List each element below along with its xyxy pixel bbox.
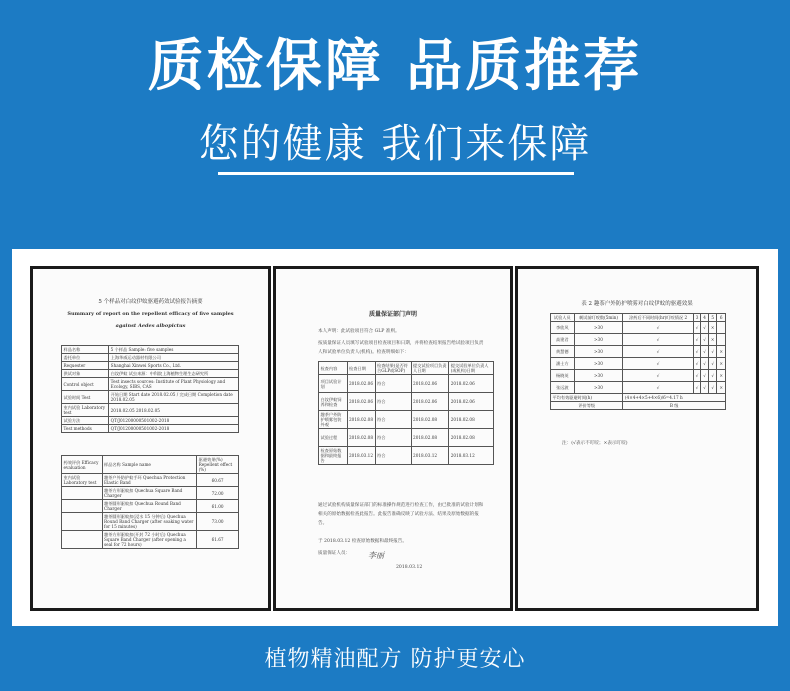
report-document-3 [515, 266, 759, 611]
doc1-title-en2: against Aedes albopictus [115, 323, 186, 329]
doc1-result-row-cell: 73.00 [197, 513, 239, 531]
doc1-results-header [62, 456, 239, 474]
doc2-check-row-cell: 符合 [375, 411, 411, 429]
doc3-result-row-cell: × [708, 322, 717, 334]
report-page-2 [276, 269, 510, 608]
doc3-result-row-cell: √ [708, 382, 717, 394]
doc2-header-row-cell: 检查内容 [319, 362, 348, 375]
doc1-result-row-cell: 72.00 [197, 487, 239, 500]
doc3-result-row-cell: 高建君 [551, 334, 575, 346]
doc1-info-row [62, 362, 239, 370]
report-page-3 [518, 269, 756, 608]
doc2-check-row-cell: 2018.03.12 [411, 447, 449, 465]
doc1-info-table [61, 345, 239, 433]
doc1-result-row-cell [62, 513, 103, 531]
doc1-result-row [62, 487, 239, 500]
doc1-title-en1: Summary of report on the repellent efficacy of five samples [67, 311, 234, 317]
doc3-result-row-cell: 黄慧德 [551, 346, 575, 358]
doc2-check-row-cell: 2018.02.06 [411, 393, 449, 411]
doc2-check-row-cell: 2018.02.06 [411, 375, 449, 393]
doc2-closing-2: 于 2018.03.12 检查原始数据和最终报告。 [318, 539, 407, 544]
doc3-result-row-cell: 李欣风 [551, 322, 575, 334]
doc2-check-row-cell: 符合 [375, 447, 411, 465]
doc2-check-row-cell: 符合 [375, 429, 411, 447]
doc2-check-row-cell: 2018.02.08 [347, 429, 375, 447]
doc3-result-row-cell: √ [693, 382, 701, 394]
doc3-header-row-cell: 3 [693, 314, 701, 322]
doc2-signature: 李丽 [368, 551, 384, 560]
doc1-result-row [62, 474, 239, 487]
doc3-grade-row-cell: B 级 [623, 402, 726, 410]
doc2-header-row-cell: 提交试验单位负责人(或机构)日期 [449, 362, 494, 375]
doc2-sign-date: 2018.03.12 [396, 565, 423, 570]
doc2-check-row-cell: 符合 [375, 375, 411, 393]
doc3-result-row-cell: × [717, 370, 726, 382]
doc3-header-row-cell: 刺试前叮咬数(5min) [574, 314, 623, 322]
doc2-check-row-cell: 2018.02.08 [449, 411, 494, 429]
doc2-check-row-cell: 2018.02.06 [449, 375, 494, 393]
doc3-result-row-cell [717, 322, 726, 334]
doc3-results-table [550, 313, 726, 410]
doc1-info-row-cell: 上海华威运动器材有限公司 [109, 354, 239, 362]
doc3-result-row-cell: √ [693, 346, 701, 358]
doc3-result-row [551, 370, 726, 382]
doc3-result-row-cell: √ [701, 346, 709, 358]
doc3-result-row-cell: √ [701, 322, 709, 334]
doc2-header-row-cell: 检查结果(是否符合GLP或SOP) [375, 362, 411, 375]
doc1-info-row-cell: 供试对象 [62, 370, 109, 378]
doc1-results-header-cell: 药效评价 Efficacy evaluation [62, 456, 103, 474]
doc3-header-row-cell: 5 [708, 314, 717, 322]
doc2-check-row-cell: 2018.02.08 [411, 429, 449, 447]
doc1-result-row-cell [62, 500, 103, 513]
doc2-check-row [319, 411, 494, 429]
doc3-result-row [551, 334, 726, 346]
doc3-grade-row-cell: 评价等级 [551, 402, 623, 410]
doc2-check-row-cell: 2018.02.06 [347, 375, 375, 393]
doc3-result-row-cell: √ [693, 334, 701, 346]
doc3-result-row-cell: √ [693, 358, 701, 370]
doc2-intro-1: 本人声明：此试验项目符合 GLP 准则。 [318, 329, 400, 334]
doc3-header-row-cell: 6 [717, 314, 726, 322]
doc1-info-row-cell: 样品名称 [62, 346, 109, 354]
doc3-result-row [551, 346, 726, 358]
subheadline: 您的健康 我们来保障 [198, 121, 592, 167]
doc3-note: 注：(√表示不叮咬；×表示叮咬) [562, 441, 628, 446]
doc1-info-row-cell: 2018.02.05 2018.02.05 [109, 404, 239, 417]
doc3-result-row [551, 382, 726, 394]
doc3-result-row-cell: √ [693, 322, 701, 334]
doc1-info-row-cell: Shanghai Xinwei Sports Co., Ltd. [109, 362, 239, 370]
doc3-average-row-cell: 平均有效驱避时间(h) [551, 394, 623, 402]
doc2-check-row-cell: 2018.02.08 [347, 411, 375, 429]
doc2-check-row-cell: 检查原始数据和最终报告 [319, 447, 348, 465]
doc2-sign-label: 质量保证人员： [318, 551, 351, 556]
doc3-result-row-cell: √ [708, 358, 717, 370]
doc2-header-row-cell: 提交试验项目负责人日期 [411, 362, 449, 375]
doc1-result-row-cell: 趣茶户外防护蚊手环 Quechua Protection Elastic Band [102, 474, 197, 487]
doc1-result-row-cell [62, 487, 103, 500]
doc1-info-row [62, 354, 239, 362]
doc2-check-row-cell: 2018.02.08 [449, 429, 494, 447]
doc3-result-row-cell: √ [708, 346, 717, 358]
doc3-result-row-cell [717, 334, 726, 346]
doc3-result-row-cell: √ [623, 370, 693, 382]
doc3-result-row [551, 322, 726, 334]
doc1-result-row-cell: 61.00 [197, 500, 239, 513]
doc1-result-row-cell: 室内试验 Laboratory test [62, 474, 103, 487]
doc3-header-row-cell: 4 [701, 314, 709, 322]
doc1-info-row [62, 391, 239, 404]
doc3-result-row-cell: 杨晓英 [551, 370, 575, 382]
doc3-result-row-cell: √ [701, 358, 709, 370]
doc1-info-row-cell: QT/J01200000501002-2018 [109, 425, 239, 433]
doc1-result-row-cell: 60.67 [197, 474, 239, 487]
doc1-info-row-cell: 室内试验 Laboratory test [62, 404, 109, 417]
report-document-2 [273, 266, 513, 611]
doc3-title: 表 2 趣茶户外防护喷雾对白纹伊蚊的驱避效果 [581, 301, 693, 307]
doc2-intro-2: 按质量保证人员填写试验项目检查项目和日期，并将检查结果报告给试验项目负责人和试验单位负责人(机构)。检查明细如下： [318, 341, 484, 355]
doc1-info-row-cell: 委托单位 [62, 354, 109, 362]
doc3-header-row-cell: 试验人员 [551, 314, 575, 322]
doc1-result-row-cell: 趣茶方形驱蚊扣 Quechua Square Band Charger [102, 487, 197, 500]
doc3-result-row-cell: >30 [574, 322, 623, 334]
doc1-result-row [62, 500, 239, 513]
report-document-1 [30, 266, 271, 611]
doc1-result-row-cell: 61.67 [197, 531, 239, 549]
doc2-check-table [318, 361, 494, 465]
doc3-result-row-cell: √ [623, 346, 693, 358]
doc1-info-row-cell: 白纹伊蚊 试虫来源：中科院上海植物生理生态研究所 [109, 370, 239, 378]
doc3-result-row-cell: >30 [574, 382, 623, 394]
doc3-result-row-cell: × [717, 382, 726, 394]
doc2-check-row [319, 429, 494, 447]
doc2-header-row [319, 362, 494, 375]
doc3-result-row-cell: 潘士方 [551, 358, 575, 370]
doc1-info-row-cell: 5 个样品 Sample: five samples [109, 346, 239, 354]
doc1-info-row [62, 404, 239, 417]
doc1-info-row-cell: Test insects sources: Institute of Plant Physiology and Ecology, SIBS, CAS [109, 378, 239, 391]
doc1-info-row-cell: 试验时间 Test [62, 391, 109, 404]
doc2-check-row-cell: 白纹伊蚊饲养和检查 [319, 393, 348, 411]
doc3-header-row-cell: 涂药后不同时间(hr)叮咬情况 2 [623, 314, 693, 322]
doc1-info-row [62, 378, 239, 391]
doc1-info-row [62, 425, 239, 433]
doc2-check-row-cell: 2018.02.06 [449, 393, 494, 411]
doc2-check-row-cell: 趣茶户外防护喷雾包装外观 [319, 411, 348, 429]
doc3-average-row [551, 394, 726, 402]
doc3-header-row [551, 314, 726, 322]
doc2-check-row [319, 447, 494, 465]
doc2-check-row-cell: 符合 [375, 393, 411, 411]
doc1-result-row-cell: 趣茶圆形驱蚊扣(浸水 15 分钟后) Quechua Round Band Charger (after soaking water for 15 minutes) [102, 513, 197, 531]
doc1-info-row [62, 346, 239, 354]
doc3-grade-row [551, 402, 726, 410]
doc2-closing-1: 通过试验机构质量保证部门的标准操作规范进行检查工作，由已批准的试验计划和相关的原始数据检查此报告。此报告准确反映了试验方法、结果及原始数据的报告。 [318, 503, 484, 526]
doc1-title-cn: 5 个样品对白纹伊蚊驱避药效试验报告摘要 [98, 299, 203, 305]
doc3-result-row-cell: √ [708, 370, 717, 382]
doc3-result-row-cell: √ [623, 382, 693, 394]
doc3-result-row-cell: √ [623, 358, 693, 370]
doc1-info-row-cell: Test methods [62, 425, 109, 433]
doc1-info-row-cell: 试验方法 [62, 417, 109, 425]
doc3-result-row-cell: >30 [574, 334, 623, 346]
doc2-header-row-cell: 检查日期 [347, 362, 375, 375]
report-page-1 [33, 269, 268, 608]
doc2-check-row-cell: 试验过程 [319, 429, 348, 447]
doc3-result-row-cell: >30 [574, 358, 623, 370]
doc1-result-row-cell [62, 531, 103, 549]
doc2-check-row-cell: 2018.02.06 [347, 393, 375, 411]
headline: 质检保障 品质推荐 [147, 34, 643, 99]
doc1-info-row [62, 370, 239, 378]
doc1-results-table [61, 455, 239, 549]
doc3-result-row-cell: √ [701, 370, 709, 382]
doc2-check-row [319, 393, 494, 411]
doc3-result-row-cell: × [717, 358, 726, 370]
doc3-average-row-cell: (4×4+4×5+4×6)/6=4.17 h [623, 394, 726, 402]
doc1-info-row-cell: Control object [62, 378, 109, 391]
doc1-results-header-cell: 驱避效果(%) Repellent effect (%) [197, 456, 239, 474]
footer-tagline: 植物精油配方 防护更安心 [264, 647, 526, 672]
doc2-check-row [319, 375, 494, 393]
doc1-info-row-cell: QT/J01200000501002-2018 [109, 417, 239, 425]
doc2-title: 质量保证部门声明 [368, 311, 417, 318]
doc3-result-row-cell: √ [701, 334, 709, 346]
doc1-info-row [62, 417, 239, 425]
doc1-info-row-cell: 开始日期 Start date 2018.02.05 / 完成日期 Completion date 2018.02.05 [109, 391, 239, 404]
doc3-result-row-cell: 张远波 [551, 382, 575, 394]
doc3-result-row-cell: √ [701, 382, 709, 394]
doc3-result-row-cell: >30 [574, 370, 623, 382]
doc3-result-row-cell: >30 [574, 346, 623, 358]
doc3-result-row-cell: × [717, 346, 726, 358]
doc2-check-row-cell: 项目试验计划 [319, 375, 348, 393]
subheadline-underline [218, 172, 574, 175]
doc3-result-row-cell: × [708, 334, 717, 346]
doc1-result-row-cell: 趣茶方形驱蚊扣(开封 72 小时后) Quechua Square Band Charger (after opening a seal for 72 hours) [102, 531, 197, 549]
doc1-result-row [62, 513, 239, 531]
doc1-result-row [62, 531, 239, 549]
doc2-check-row-cell: 2018.02.08 [411, 411, 449, 429]
doc1-result-row-cell: 趣茶圆形驱蚊扣 Quechua Round Band Charger [102, 500, 197, 513]
doc2-check-row-cell: 2018.03.12 [347, 447, 375, 465]
doc1-results-header-cell: 样品名称 Sample name [102, 456, 197, 474]
doc3-result-row-cell: √ [693, 370, 701, 382]
doc3-result-row-cell: √ [623, 334, 693, 346]
doc2-check-row-cell: 2018.03.12 [449, 447, 494, 465]
doc1-info-row-cell: Requester [62, 362, 109, 370]
doc3-result-row [551, 358, 726, 370]
doc3-result-row-cell: √ [623, 322, 693, 334]
